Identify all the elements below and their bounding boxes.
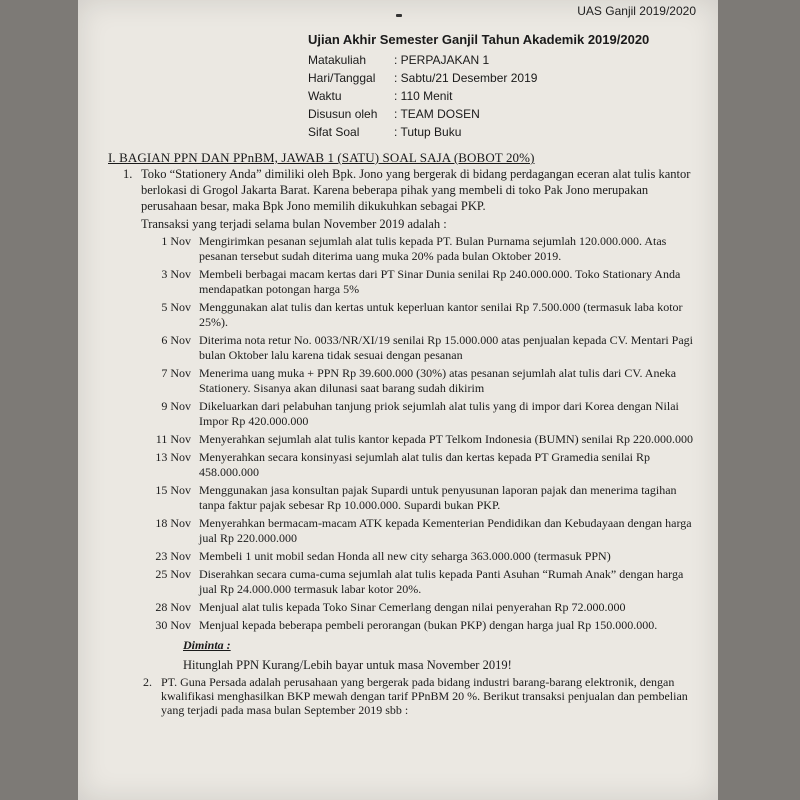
transaction-item bbox=[123, 432, 693, 447]
transaction-item bbox=[123, 450, 693, 480]
transaction-date: 1 Nov bbox=[161, 234, 191, 248]
question-1-number: 1. bbox=[123, 167, 133, 181]
meta-value: : TEAM DOSEN bbox=[394, 107, 480, 121]
meta-key: Matakuliah bbox=[308, 53, 367, 67]
meta-key: Sifat Soal bbox=[308, 125, 360, 139]
transaction-list bbox=[123, 234, 693, 633]
transaction-text: Mengirimkan pesanan sejumlah alat tulis kepada PT. Bulan Purnama sejumlah 120.000.000. Atas pesanan tersebut sudah diterima uang muka 20% pada bulan Oktober 2019. bbox=[199, 234, 667, 263]
diminta-text: Hitunglah PPN Kurang/Lebih bayar untuk masa November 2019! bbox=[183, 658, 512, 672]
transaction-date: 25 Nov bbox=[155, 567, 191, 581]
header-label: UAS Ganjil 2019/2020 bbox=[577, 4, 696, 18]
meta-key: Disusun oleh bbox=[308, 107, 378, 121]
transaction-text: Menggunakan jasa konsultan pajak Supardi untuk penyusunan laporan pajak dan menerima tagihan tanpa faktur pajak sebesar Rp 10.000.000. Supardi bukan PKP. bbox=[199, 483, 677, 512]
transaction-text: Membeli berbagai macam kertas dari PT Sinar Dunia senilai Rp 240.000.000. Toko Stationary Anda mendapatkan potongan harga 5% bbox=[199, 267, 681, 296]
transaction-text: Membeli 1 unit mobil sedan Honda all new city seharga 363.000.000 (termasuk PPN) bbox=[199, 549, 611, 563]
transaction-item bbox=[123, 483, 693, 513]
transaction-date: 9 Nov bbox=[161, 399, 191, 413]
meta-row bbox=[308, 123, 649, 141]
transaction-text: Menyerahkan secara konsinyasi sejumlah alat tulis dan kertas kepada PT Gramedia senilai Rp 458.000.000 bbox=[199, 450, 650, 479]
transaction-item bbox=[123, 300, 693, 330]
transaction-text: Menggunakan alat tulis dan kertas untuk keperluan kantor senilai Rp 7.500.000 (termasuk laba kotor 25%). bbox=[199, 300, 683, 329]
transaction-item bbox=[123, 516, 693, 546]
transaction-date: 15 Nov bbox=[155, 483, 191, 497]
transaction-date: 6 Nov bbox=[161, 333, 191, 347]
transaction-text: Menyerahkan sejumlah alat tulis kantor kepada PT Telkom Indonesia (BUMN) senilai Rp 220.000.000 bbox=[199, 432, 693, 446]
transaction-text: Menjual alat tulis kepada Toko Sinar Cemerlang dengan nilai penyerahan Rp 72.000.000 bbox=[199, 600, 626, 614]
meta-row bbox=[308, 51, 649, 69]
transaction-date: 11 Nov bbox=[155, 432, 191, 446]
transaction-item bbox=[123, 549, 693, 564]
transaction-item bbox=[123, 366, 693, 396]
meta-value: : Tutup Buku bbox=[394, 125, 462, 139]
transaction-item bbox=[123, 567, 693, 597]
exam-meta bbox=[308, 51, 649, 141]
transaction-item bbox=[123, 618, 693, 633]
question-2-text: PT. Guna Persada adalah perusahaan yang bergerak pada bidang industri barang-barang elektronik, dengan kwalifikasi menghasilkan BKP mewah dengan tarif PPnBM 20 %. Berikut transaksi penjualan dan pembelian yang terjadi pada masa bulan September 2019 sbb : bbox=[161, 675, 688, 717]
section-title: I. BAGIAN PPN DAN PPnBM, JAWAB 1 (SATU) SOAL SAJA (BOBOT 20%) bbox=[108, 150, 535, 165]
meta-row bbox=[308, 105, 649, 123]
transaction-item bbox=[123, 399, 693, 429]
exam-title: Ujian Akhir Semester Ganjil Tahun Akademik 2019/2020 bbox=[308, 32, 650, 47]
exam-paper bbox=[78, 0, 718, 800]
transaction-item bbox=[123, 333, 693, 363]
transaction-text: Diterima nota retur No. 0033/NR/XI/19 senilai Rp 15.000.000 atas penjualan kepada CV. Mentari Pagi bulan Oktober lalu karena tidak sesuai dengan pesanan bbox=[199, 333, 694, 362]
meta-row bbox=[308, 87, 649, 105]
meta-row bbox=[308, 69, 649, 87]
question-1-paragraph: Toko “Stationery Anda” dimiliki oleh Bpk. Jono yang bergerak di bidang perdagangan eceran alat tulis kantor berlokasi di Grogol Jakarta Barat. Karena beberapa pihak yang membeli di toko Pak Jono merupakan perusahaan besar, maka Bpk Jono memilih dikukuhkan sebagai PKP. bbox=[141, 167, 691, 213]
transaction-item bbox=[123, 600, 693, 615]
question-2-number: 2. bbox=[143, 675, 152, 689]
transaction-text: Menjual kepada beberapa pembeli perorangan (bukan PKP) dengan harga jual Rp 150.000.000. bbox=[199, 618, 658, 632]
title-block bbox=[308, 32, 649, 141]
meta-key: Hari/Tanggal bbox=[308, 71, 376, 85]
meta-key: Waktu bbox=[308, 89, 342, 103]
transaction-text: Dikeluarkan dari pelabuhan tanjung priok sejumlah alat tulis yang di impor dari Korea dengan Nilai Impor Rp 420.000.000 bbox=[199, 399, 679, 428]
ink-mark bbox=[396, 14, 402, 17]
transaction-text: Menyerahkan bermacam-macam ATK kepada Kementerian Pendidikan dan Kebudayaan dengan harga jual Rp 220.000.000 bbox=[199, 516, 692, 545]
transaction-item bbox=[123, 267, 693, 297]
transaction-date: 23 Nov bbox=[155, 549, 191, 563]
transactions-intro: Transaksi yang terjadi selama bulan November 2019 adalah : bbox=[141, 217, 447, 231]
transaction-text: Menerima uang muka + PPN Rp 39.600.000 (30%) atas pesanan sejumlah alat tulis dari CV. Aneka Stationery. Sisanya akan dilunasi saat barang sudah dikirim bbox=[199, 366, 677, 395]
diminta-label: Diminta : bbox=[183, 638, 231, 652]
transaction-date: 30 Nov bbox=[155, 618, 191, 632]
transaction-date: 7 Nov bbox=[161, 366, 191, 380]
question-1 bbox=[123, 166, 693, 717]
transaction-date: 28 Nov bbox=[155, 600, 191, 614]
question-2 bbox=[143, 675, 693, 717]
transaction-date: 3 Nov bbox=[161, 267, 191, 281]
meta-value: : PERPAJAKAN 1 bbox=[394, 53, 490, 67]
meta-value: : 110 Menit bbox=[394, 89, 453, 103]
transaction-date: 13 Nov bbox=[155, 450, 191, 464]
transaction-date: 5 Nov bbox=[161, 300, 191, 314]
transaction-text: Diserahkan secara cuma-cuma sejumlah alat tulis kepada Panti Asuhan “Rumah Anak” dengan harga jual Rp 24.000.000 termasuk labar kotor 20%. bbox=[199, 567, 684, 596]
transaction-item bbox=[123, 234, 693, 264]
meta-value: : Sabtu/21 Desember 2019 bbox=[394, 71, 538, 85]
transaction-date: 18 Nov bbox=[155, 516, 191, 530]
